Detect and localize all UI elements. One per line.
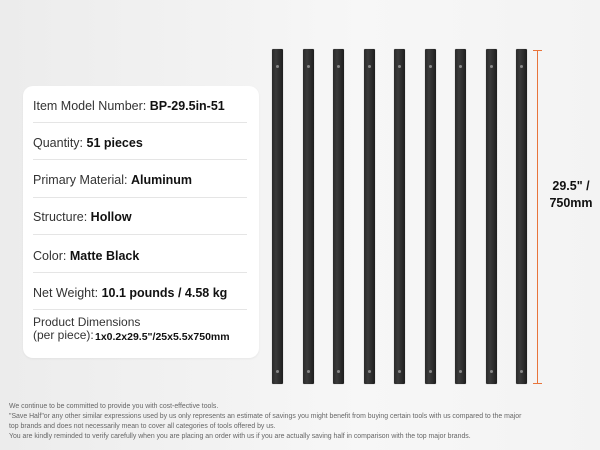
screw-hole-icon bbox=[490, 370, 493, 373]
baluster-bar bbox=[455, 49, 466, 384]
disclaimer-text bbox=[9, 402, 597, 442]
screw-hole-icon bbox=[429, 370, 432, 373]
baluster-bar bbox=[425, 49, 436, 384]
height-measurement-label bbox=[542, 178, 600, 212]
screw-hole-icon bbox=[520, 370, 523, 373]
spec-row-quantity bbox=[33, 136, 247, 151]
spec-label: Net Weight: bbox=[33, 286, 102, 300]
baluster-bar bbox=[333, 49, 344, 384]
spec-label: Primary Material: bbox=[33, 173, 131, 187]
screw-hole-icon bbox=[307, 65, 310, 68]
screw-hole-icon bbox=[276, 370, 279, 373]
screw-hole-icon bbox=[337, 370, 340, 373]
dimensions-label-line1: Product Dimensions bbox=[33, 315, 141, 329]
spec-value: Aluminum bbox=[130, 173, 193, 187]
spec-value: 51 pieces bbox=[86, 136, 143, 150]
screw-hole-icon bbox=[459, 65, 462, 68]
screw-hole-icon bbox=[368, 370, 371, 373]
spec-value: Hollow bbox=[90, 210, 132, 224]
height-measurement-line bbox=[537, 50, 538, 384]
spec-row-color bbox=[33, 249, 247, 264]
disclaimer-line: You are kindly reminded to verify carefully when you are placing an order with us if you are actually saving half in comparison with the top major brands. bbox=[9, 433, 471, 440]
spec-row-structure bbox=[33, 210, 247, 225]
spec-label: Item Model Number: bbox=[33, 99, 150, 113]
screw-hole-icon bbox=[398, 370, 401, 373]
screw-hole-icon bbox=[459, 370, 462, 373]
spec-divider bbox=[33, 122, 247, 123]
spec-divider bbox=[33, 197, 247, 198]
spec-divider bbox=[33, 234, 247, 235]
screw-hole-icon bbox=[307, 370, 310, 373]
spec-label: Quantity: bbox=[33, 136, 87, 150]
baluster-bar bbox=[364, 49, 375, 384]
screw-hole-icon bbox=[368, 65, 371, 68]
screw-hole-icon bbox=[520, 65, 523, 68]
dimensions-label-line2: (per piece): bbox=[33, 328, 94, 342]
spec-label: Color: bbox=[33, 249, 70, 263]
disclaimer-line: top brands and does not necessarily mean to cover all categories of tools offered by us. bbox=[9, 423, 276, 430]
spec-divider bbox=[33, 309, 247, 310]
spec-value: BP-29.5in-51 bbox=[149, 99, 225, 113]
screw-hole-icon bbox=[429, 65, 432, 68]
baluster-bar bbox=[486, 49, 497, 384]
spec-row-material bbox=[33, 173, 247, 188]
baluster-bar bbox=[394, 49, 405, 384]
product-spec-card bbox=[23, 86, 259, 358]
baluster-bar bbox=[516, 49, 527, 384]
screw-hole-icon bbox=[490, 65, 493, 68]
product-image-baluster-bars bbox=[264, 40, 534, 390]
screw-hole-icon bbox=[398, 65, 401, 68]
spec-value: Matte Black bbox=[69, 249, 140, 263]
spec-label: Structure: bbox=[33, 210, 91, 224]
disclaimer-line: "Save Half"or any other similar expressions used by us only represents an estimate of savings you might benefit from buying certain tools with us compared to the major bbox=[9, 413, 522, 420]
measurement-cap-bottom bbox=[533, 383, 542, 384]
baluster-bar bbox=[303, 49, 314, 384]
disclaimer-line: We continue to be committed to provide you with cost-effective tools. bbox=[9, 403, 219, 410]
spec-dimensions-value: 1x0.2x29.5"/25x5.5x750mm bbox=[95, 331, 230, 343]
spec-row-model-number bbox=[33, 99, 247, 114]
measurement-metric: 750mm bbox=[549, 196, 593, 210]
spec-value: 10.1 pounds / 4.58 kg bbox=[101, 286, 228, 300]
spec-divider bbox=[33, 159, 247, 160]
screw-hole-icon bbox=[337, 65, 340, 68]
baluster-bar bbox=[272, 49, 283, 384]
measurement-imperial: 29.5" / bbox=[552, 179, 590, 193]
spec-divider bbox=[33, 272, 247, 273]
screw-hole-icon bbox=[276, 65, 279, 68]
spec-row-net-weight bbox=[33, 286, 247, 301]
